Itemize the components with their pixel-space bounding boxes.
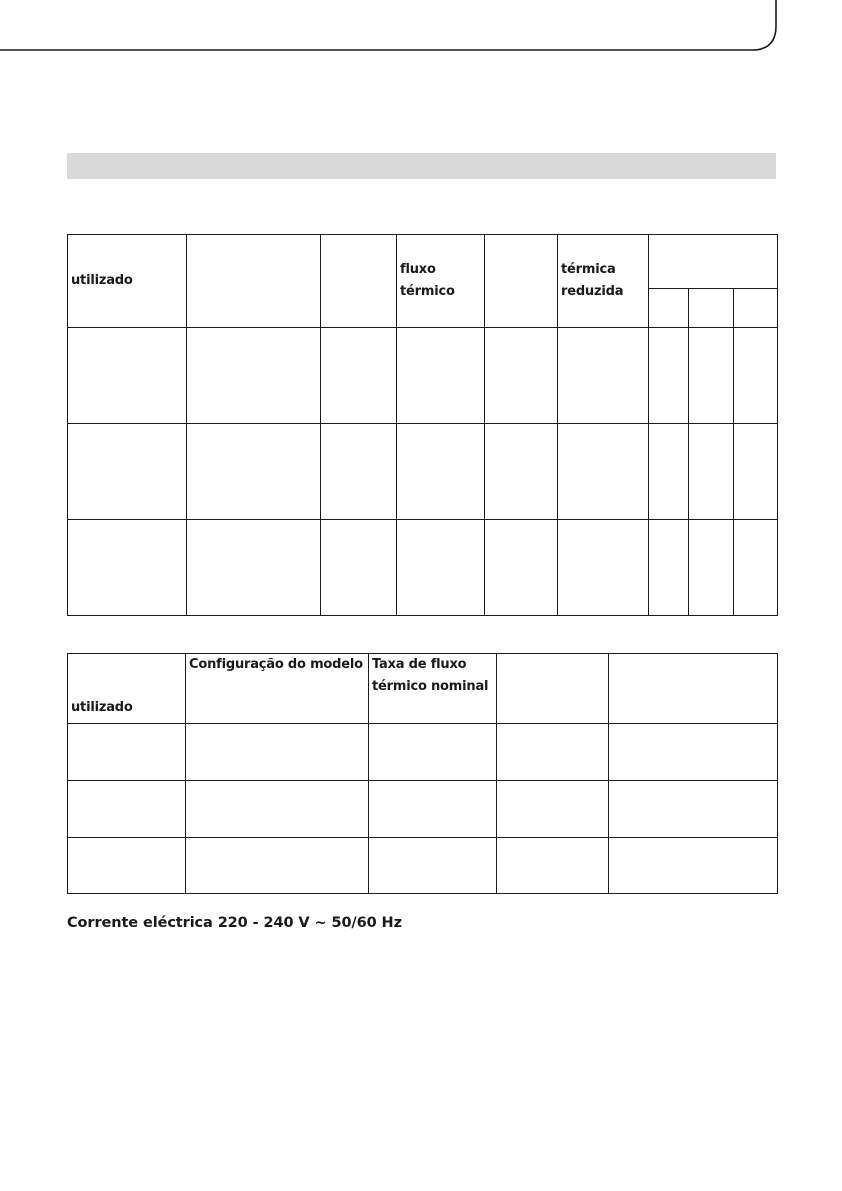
table1-header-2 [187, 235, 321, 328]
table1-subheader-1 [649, 289, 689, 328]
table2-header-gas-used: utilizado [68, 654, 186, 724]
table1-header-gas-used: utilizado [68, 235, 187, 328]
table-row [68, 328, 778, 424]
specs-table-model [67, 653, 778, 894]
specs-table-gas [67, 234, 778, 616]
table2-header-nominal-heat-flow: Taxa de fluxo térmico nominal [369, 654, 497, 724]
table1-header-heat-flow: fluxo térmico [397, 235, 485, 328]
table2-header-4 [497, 654, 609, 724]
table1-header-reduced-thermal: térmica reduzida [558, 235, 649, 328]
table1-header-3 [321, 235, 397, 328]
table1-subheader-3 [734, 289, 778, 328]
table2-header-model-config: Configuração do modelo [186, 654, 369, 724]
table-row [68, 838, 778, 894]
table2-header-5 [609, 654, 778, 724]
electrical-supply-note: Corrente eléctrica 220 - 240 V ~ 50/60 Hz [67, 915, 402, 931]
table-row [68, 724, 778, 781]
section-banner [67, 153, 776, 179]
table1-header-group [649, 235, 778, 289]
table1-header-5 [485, 235, 558, 328]
table-row [68, 520, 778, 616]
page-edge-curve [0, 0, 842, 60]
table-row [68, 781, 778, 838]
table1-subheader-2 [689, 289, 734, 328]
table-row [68, 424, 778, 520]
